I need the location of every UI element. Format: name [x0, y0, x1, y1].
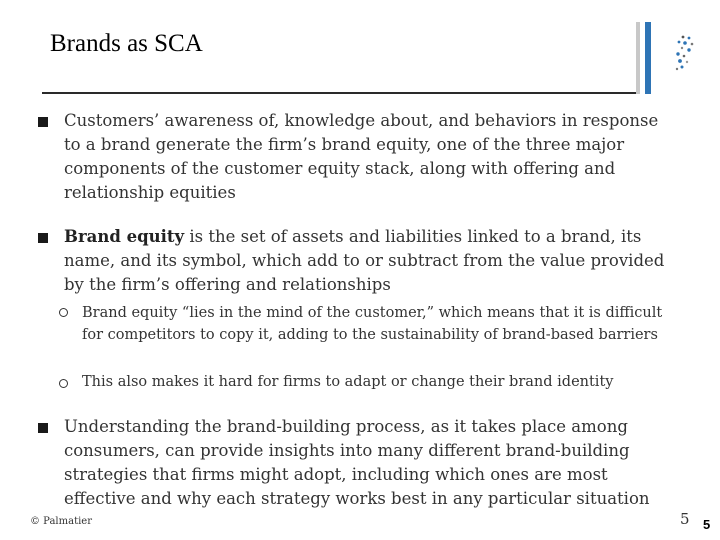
bullet-brand-equity: [64, 225, 676, 297]
copyright-footer: © Palmatier: [30, 516, 92, 527]
sub-bullet-marker: [59, 308, 68, 317]
page-number: 5: [680, 510, 690, 528]
sub-bullet-marker: [59, 379, 68, 388]
accent-bar-gray: [636, 22, 640, 94]
brand-equity-term: Brand equity: [64, 227, 185, 246]
page-number-corner: 5: [703, 517, 711, 532]
bullet-customers-awareness: Customers’ awareness of, knowledge about, and behaviors in response to a brand generate the firm’s brand equity, one of the three major components of the customer equity stack, along with offering and relationship equities: [64, 111, 659, 202]
bullet-marker: [38, 233, 48, 243]
sub-bullet-mind-of-customer: Brand equity “lies in the mind of the customer,” which means that it is difficult for competitors to copy it, adding to the sustainability of brand-based barriers: [82, 305, 663, 343]
title-divider: [42, 92, 636, 94]
bullet-brand-building-process: Understanding the brand-building process, as it takes place among consumers, can provide insights into many different brand-building strategies that firms might adopt, including which ones are most effective and why each strategy works best in any particular situation: [64, 417, 650, 508]
bullet-marker: [38, 117, 48, 127]
brand-equity-definition: is the set of assets and liabilities linked to a brand, its name, and its symbol, which add to or subtract from the value provided by the firm’s offering and relationships: [64, 227, 665, 294]
sub-bullet-hard-to-adapt: This also makes it hard for firms to adapt or change their brand identity: [82, 374, 614, 390]
dot-pattern-logo-icon: [670, 34, 698, 78]
bullet-marker: [38, 423, 48, 433]
slide-title: Brands as SCA: [50, 30, 203, 57]
accent-bar-blue: [645, 22, 651, 94]
